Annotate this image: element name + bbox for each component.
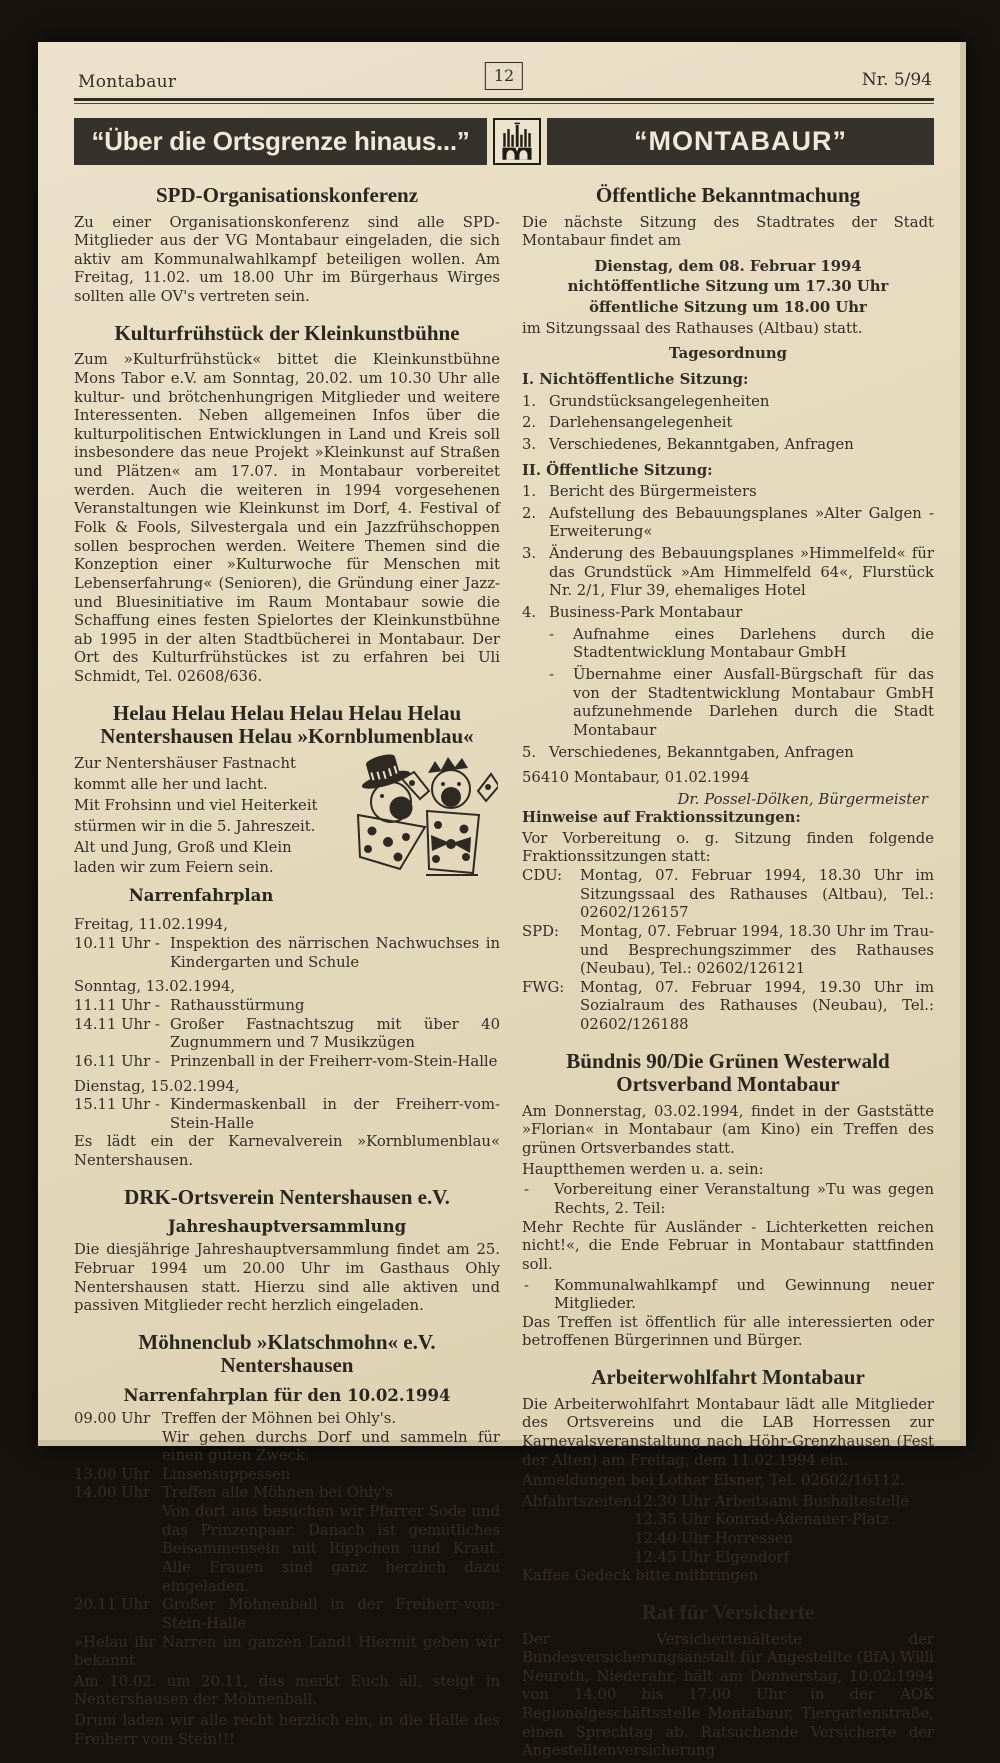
agenda-item: [522, 436, 934, 455]
title-line-2: Nentershausen: [220, 1353, 354, 1378]
schedule-time: 09.00 Uhr: [74, 1409, 151, 1427]
schedule-time: 15.11 Uhr -: [74, 1096, 160, 1114]
banner-ortsgrenze: “Über die Ortsgrenze hinaus...”: [74, 118, 487, 165]
right-column: [522, 169, 934, 1763]
times-list: [634, 1493, 909, 1568]
page-columns: [74, 169, 934, 1763]
castle-glyph: [498, 121, 536, 163]
topic-bullet: [522, 1181, 934, 1218]
agenda-subtext: Übernahme einer Ausfall-Bürgschaft für das von der Stadtentwicklung Montabaur GmbH aufzunehmende Darlehen durch die Stadt Montabaur: [573, 665, 934, 739]
page-header: [74, 62, 934, 106]
narrenfahrplan-schedule: [74, 916, 500, 1133]
closing-line: Drum laden wir alle recht herzlich ein, in die Halle des Freiherr vom Stein!!!: [74, 1712, 500, 1748]
schedule-text-line: Treffen der Möhnen bei Ohly's.: [162, 1409, 397, 1427]
schedule-row: [74, 1096, 500, 1133]
party-meeting: Montag, 07. Februar 1994, 18.30 Uhr im Trau- und Besprechungszimmer des Rathauses (Neubau), Tel.: 02602/126121: [580, 922, 934, 978]
article-title: Rat für Versicherte: [641, 1600, 815, 1625]
agenda-num: 3.: [522, 545, 537, 563]
agenda-item: [522, 604, 934, 623]
topic-text: Kommunalwahlkampf und Gewinnung neuer Mitglieder.: [554, 1276, 934, 1313]
agenda-num: 5.: [522, 743, 537, 761]
article-rat-versicherte: [522, 1601, 934, 1761]
dash-bullet: -: [524, 1276, 529, 1294]
article-subtitle: Jahreshauptversammlung: [167, 1217, 407, 1237]
article-title: [74, 702, 500, 749]
schedule-time: 20.11 Uhr: [74, 1596, 151, 1614]
schedule-time: 11.11 Uhr -: [74, 996, 160, 1014]
agenda-text: Verschiedenes, Bekanntgaben, Anfragen: [549, 743, 854, 761]
fraktion-heading: Hinweise auf Fraktionssitzungen:: [522, 809, 801, 827]
montabaur-castle-icon: [493, 118, 541, 165]
agenda-item: [522, 545, 934, 601]
agenda-text: Business-Park Montabaur: [549, 604, 743, 622]
agenda-num: 3.: [522, 435, 537, 453]
narrenfahrplan-heading: Narrenfahrplan: [128, 886, 274, 906]
page-number: 12: [485, 62, 523, 90]
schedule-day: Sonntag, 13.02.1994,: [74, 978, 236, 996]
agenda-item: [522, 393, 934, 412]
agenda-num: 1.: [522, 392, 537, 410]
article-title: Arbeiterwohlfahrt Montabaur: [591, 1365, 865, 1390]
header-rule: [74, 98, 934, 101]
agenda-num: 1.: [522, 483, 537, 501]
article-spd-konferenz: [74, 184, 500, 307]
departure-times: [522, 1493, 934, 1568]
title-line-1: Bündnis 90/Die Grünen Westerwald: [566, 1048, 890, 1073]
two-clowns-illustration: [328, 747, 500, 911]
poem-line: Zur Nentershäuser Fastnacht: [74, 754, 296, 772]
schedule-row: [74, 1016, 500, 1053]
agenda-item: [522, 414, 934, 433]
schedule-text-line: Wir gehen durchs Dorf und sammeln für einen guten Zweck.: [162, 1428, 500, 1465]
agenda-text: Aufstellung des Bebauungsplanes »Alter Galgen - Erweiterung«: [549, 504, 934, 541]
times-label: Abfahrtszeiten:: [522, 1492, 638, 1510]
dash-bullet: -: [549, 625, 554, 643]
schedule-row: [74, 1410, 500, 1466]
topic-continuation: Mehr Rechte für Ausländer - Lichterketten reichen nicht!«, die Ende Februar in Montabaur stattfinden soll.: [522, 1218, 934, 1273]
schedule-text: Prinzenball in der Freiherr-vom-Stein-Halle: [170, 1052, 498, 1070]
session-location: im Sitzungssaal des Rathauses (Altbau) statt.: [522, 319, 863, 337]
article-helau-kornblumenblau: [74, 702, 500, 1171]
schedule-row: [74, 1466, 500, 1485]
clown-drawing: [328, 747, 498, 885]
time-entry: 12.30 Uhr Arbeitsamt Bushaltestelle: [634, 1492, 909, 1510]
article-arbeiterwohlfahrt: [522, 1366, 934, 1586]
schedule-time: 14.00 Uhr: [74, 1484, 151, 1502]
signature: Dr. Possel-Dölken, Bürgermeister: [677, 790, 928, 808]
time-entry: 12.40 Uhr Horressen: [634, 1530, 794, 1548]
article-closing: Das Treffen ist öffentlich für alle interessierten oder betroffenen Bürgerinnen und Bürger.: [522, 1313, 934, 1350]
left-column: [74, 169, 500, 1763]
agenda-subitem: [549, 626, 934, 663]
agenda-text: Bericht des Bürgermeisters: [549, 483, 757, 501]
article-moehnenclub: [74, 1331, 500, 1750]
article-subtitle: Narrenfahrplan für den 10.02.1994: [123, 1385, 451, 1405]
party-meeting: Montag, 07. Februar 1994, 19.30 Uhr im Sozialraum des Rathauses (Neubau), Tel.: 02602/126188: [580, 978, 934, 1034]
agenda-section-title: I. Nichtöffentliche Sitzung:: [522, 371, 749, 388]
article-body: Der Versichertenälteste der Bundesversicherungsanstalt für Angestellte (BfA) Willi Neuroth, Niederahr, hält am Donnerstag, 10.02.1994 von 14.00 bis 17.00 Uhr in der AOK Regionalgeschäftsstelle Montabaur, Tiergartenstraße, einen Sprechtag ab. Ratsuchende Versicherte der Angestelltenversicherung: [522, 1630, 934, 1760]
poem-and-illustration: [74, 755, 500, 911]
registration-line: Anmeldungen bei Lothar Elsner, Tel. 02602/16112.: [522, 1472, 905, 1490]
article-drk-ortsverein: [74, 1186, 500, 1316]
poem-line: laden wir zum Feiern sein.: [74, 859, 274, 877]
fraktion-intro: Vor Vorbereitung o. g. Sitzung finden folgende Fraktionssitzungen statt:: [522, 829, 934, 866]
topic-text: Vorbereitung einer Veranstaltung »Tu was gegen Rechts, 2. Teil:: [554, 1181, 934, 1217]
dash-bullet: -: [524, 1181, 529, 1199]
party-label: FWG:: [522, 978, 565, 996]
coffee-note: Kaffee Gedeck bitte mitbringen: [522, 1567, 759, 1585]
agenda-text: Verschiedenes, Bekanntgaben, Anfragen: [549, 435, 854, 453]
agenda-heading: Tagesordnung: [669, 345, 787, 363]
article-title: SPD-Organisationskonferenz: [155, 183, 419, 207]
fastnacht-poem: [74, 755, 328, 911]
schedule-time: 14.11 Uhr -: [74, 1015, 160, 1033]
moehnen-schedule: [74, 1410, 500, 1634]
article-title: Kulturfrühstück der Kleinkunstbühne: [114, 320, 460, 345]
schedule-text: [162, 1410, 500, 1466]
schedule-text-line: Von dort aus besuchen wir Pfarrer Sode und das Prinzenpaar. Danach ist gemütliches Beisammensein mit Rippchen und Kraut. Alle Frauen sind ganz herzlich dazu eingeladen.: [162, 1503, 500, 1595]
fraktion-row: [522, 979, 934, 1035]
schedule-time: 16.11 Uhr -: [74, 1052, 160, 1070]
section-banners: [74, 118, 934, 165]
schedule-row: [74, 1484, 500, 1596]
schedule-row: [74, 1053, 500, 1072]
schedule-row: [74, 935, 500, 972]
agenda-subitem: [549, 666, 934, 741]
agenda-text: Darlehensangelegenheit: [549, 414, 733, 432]
agenda-item: [522, 744, 934, 763]
banner-montabaur: “MONTABAUR”: [547, 118, 934, 165]
newspaper-page: [38, 42, 966, 1760]
fraktion-row: [522, 923, 934, 979]
schedule-text: Inspektion des närrischen Nachwuchses in Kindergarten und Schule: [170, 935, 500, 971]
moehnen-closing: [74, 1634, 500, 1750]
article-intro: Die nächste Sitzung des Stadtrates der Stadt Montabaur findet am: [522, 213, 934, 250]
party-label: CDU:: [522, 866, 563, 884]
time-entry: 12.35 Uhr Konrad-Adenauer-Platz: [634, 1511, 890, 1529]
agenda-subtext: Aufnahme eines Darlehens durch die Stadtentwicklung Montabaur GmbH: [573, 625, 934, 662]
article-gruene: [522, 1050, 934, 1351]
topics-intro: Hauptthemen werden u. a. sein:: [522, 1160, 764, 1178]
poem-line: Mit Frohsinn und viel Heiterkeit: [74, 796, 318, 814]
schedule-text: Rathausstürmung: [170, 996, 305, 1014]
poem-line: kommt alle her und lacht.: [74, 775, 268, 793]
article-body: Am Donnerstag, 03.02.1994, findet in der Gaststätte »Florian« in Montabaur (am Kino) ein Treffen des grünen Ortsverbandes statt.: [522, 1102, 934, 1158]
article-title: Öffentliche Bekanntmachung: [595, 183, 861, 207]
party-label: SPD:: [522, 922, 559, 940]
article-body: Zu einer Organisationskonferenz sind alle SPD-Mitglieder aus der VG Montabaur eingeladen, die sich aktiv am Kommunalwahlkampf beteiligen wollen. Am Freitag, 11.02. um 18.00 Uhr im Bürgerhaus Wirges sollten alle OV's vertreten sein.: [74, 213, 500, 306]
schedule-text: Linsensuppessen: [162, 1465, 291, 1483]
schedule-day: Dienstag, 15.02.1994,: [74, 1077, 240, 1095]
title-line-2: Nentershausen Helau »Kornblumenblau«: [100, 724, 474, 749]
fraktion-row: [522, 867, 934, 923]
article-kulturfruehstueck: [74, 322, 500, 687]
article-title: [522, 1050, 934, 1097]
schedule-text: Großer Möhnenball in der Freiherr-vom-Stein-Halle: [162, 1596, 500, 1632]
schedule-text-line: Treffen alle Möhnen bei Ohly's: [162, 1484, 394, 1502]
article-body: Zum »Kulturfrühstück« bittet die Kleinkunstbühne Mons Tabor e.V. am Sonntag, 20.02. um 10.30 Uhr alle kultur- und brötchenhungrigen Mitglieder und weitere Interessenten. Neben allgemeinen Infos über die kulturpolitischen Entwicklungen in Land und Kreis soll insbesondere das neue Projekt »Kleinkunst auf Straßen und Plätzen« am 17.07. in Montabaur vorbereitet werden. Auch die weiteren in 1994 vorgesehenen Veranstaltungen wie Kleinkunst im Dorf, 4. Festival of Folk & Fools, Silvestergala und ein Jazzfrühschoppen sollen besprochen werden. Weitere Themen sind die Konzeption einer »Kulturwoche für Menschen mit Lebenserfahrung« (Senioren), die Gründung einer Jazz- und Bluesinitiative im Raum Montabaur sowie die Schaffung eines festen Spielortes der Kleinkunstbühne ab 1995 in der alten Stadtbücherei in Montabaur. Der Ort des Kulturfrühstückes ist zu erfahren bei Uli Schmidt, Tel. 02608/636.: [74, 351, 500, 686]
agenda-item: [522, 505, 934, 542]
closing-line: Am 10.02. um 20.11, das merkt Euch all, steigt in Nentershausen der Möhnenball.: [74, 1672, 500, 1709]
issue-number: Nr. 5/94: [861, 70, 932, 90]
agenda-num: 2.: [522, 504, 537, 522]
topic-bullet: [522, 1277, 934, 1314]
time-entry: 12.45 Uhr Elgendorf: [634, 1548, 790, 1566]
dash-bullet: -: [549, 665, 554, 683]
schedule-time: 13.00 Uhr: [74, 1465, 151, 1483]
closing-line: »Helau ihr Narren im ganzen Land! Hiermit geben wir bekannt: [74, 1633, 500, 1670]
schedule-row: [74, 1596, 500, 1633]
agenda-num: 2.: [522, 414, 537, 432]
article-bekanntmachung: [522, 184, 934, 1035]
title-line-1: Helau Helau Helau Helau Helau Helau: [112, 700, 462, 725]
article-body: Die Arbeiterwohlfahrt Montabaur lädt alle Mitglieder des Ortsvereins und die LAB Horressen zur Karnevalsveranstaltung nach Höhr-Grenzhausen (Fest der Alten) am Freitag, dem 11.02.1994 ein.: [522, 1395, 934, 1469]
article-title: DRK-Ortsverein Nentershausen e.V.: [124, 1184, 450, 1209]
article-closing: Es lädt ein der Karnevalverein »Kornblumenblau« Nentershausen.: [74, 1133, 500, 1170]
article-title: [74, 1331, 500, 1378]
poem-line: Alt und Jung, Groß und Klein: [74, 838, 292, 856]
title-line-1: Möhnenclub »Klatschmohn« e.V.: [138, 1329, 436, 1354]
agenda-num: 4.: [522, 604, 537, 622]
header-rule-thin: [74, 103, 934, 104]
article-body: Die diesjährige Jahreshauptversammlung findet am 25. Februar 1994 um 20.00 Uhr im Gasthaus Ohly Nentershausen statt. Hierzu sind alle aktiven und passiven Mitglieder recht herzlich eingeladen.: [74, 1241, 500, 1315]
agenda-text: Änderung des Bebauungsplanes »Himmelfeld« für das Grundstück »Am Himmelfeld 64«, Flurstück Nr. 2/1, Flur 39, ehemaliges Hotel: [549, 545, 934, 600]
schedule-text: [162, 1484, 500, 1596]
party-meeting: Montag, 07. Februar 1994, 18.30 Uhr im Sitzungssaal des Rathauses (Altbau), Tel.: 02602/126157: [580, 866, 934, 922]
session-line: nichtöffentliche Sitzung um 17.30 Uhr: [567, 278, 889, 296]
poem-line: stürmen wir in die 5. Jahreszeit.: [74, 817, 316, 835]
schedule-day: Freitag, 11.02.1994,: [74, 916, 228, 934]
schedule-text: Großer Fastnachtszug mit über 40 Zugnummern und 7 Musikzügen: [170, 1015, 500, 1052]
agenda-item: [522, 483, 934, 502]
schedule-text: Kindermaskenball in der Freiherr-vom-Stein-Halle: [170, 1096, 500, 1132]
session-date: Dienstag, dem 08. Februar 1994: [594, 257, 862, 275]
agenda-text: Grundstücksangelegenheiten: [549, 392, 770, 410]
session-line: öffentliche Sitzung um 18.00 Uhr: [589, 299, 867, 317]
title-line-2: Ortsverband Montabaur: [616, 1072, 840, 1097]
header-title: Montabaur: [78, 72, 177, 92]
schedule-row: [74, 997, 500, 1016]
place-date: 56410 Montabaur, 01.02.1994: [522, 769, 750, 787]
schedule-time: 10.11 Uhr -: [74, 935, 160, 953]
agenda-section-title: II. Öffentliche Sitzung:: [522, 461, 713, 479]
